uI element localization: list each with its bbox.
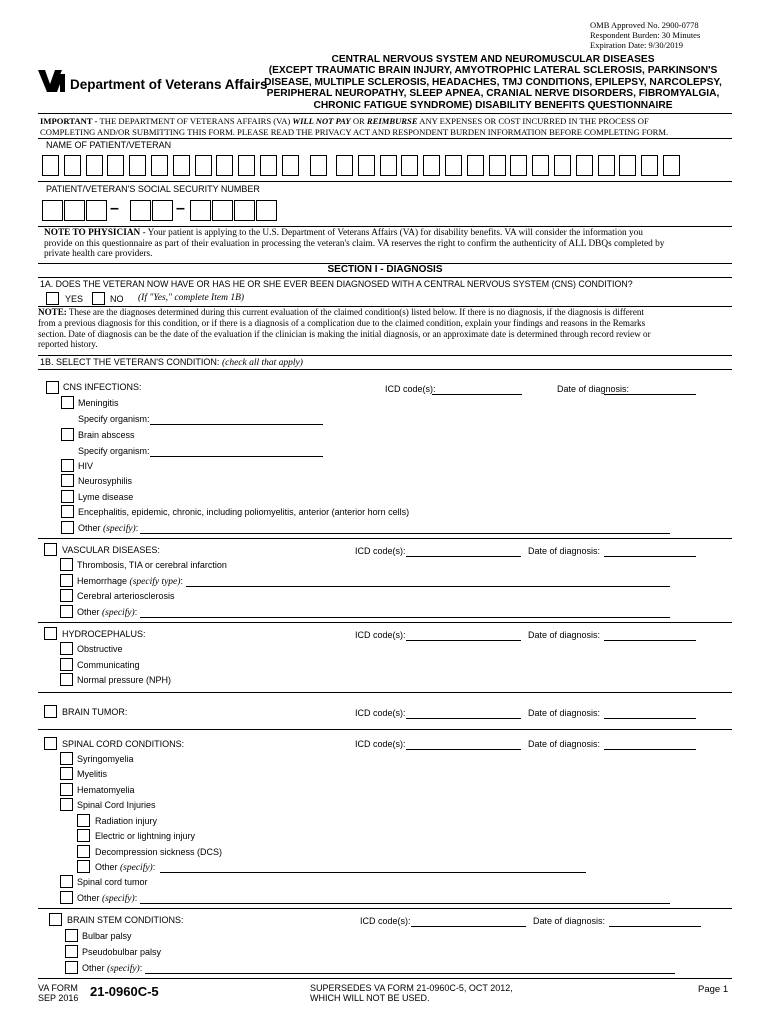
divider bbox=[38, 692, 732, 693]
nph-checkbox[interactable] bbox=[60, 673, 73, 686]
icd-input[interactable] bbox=[411, 926, 526, 927]
other-label bbox=[77, 893, 137, 904]
radiation-label: Radiation injury bbox=[95, 816, 158, 826]
name-letter-box[interactable] bbox=[310, 155, 327, 176]
omb-info bbox=[590, 20, 700, 50]
cerebral-checkbox[interactable] bbox=[60, 589, 73, 602]
hiv-label: HIV bbox=[78, 461, 94, 471]
other-input[interactable] bbox=[140, 617, 670, 618]
name-letter-box[interactable] bbox=[151, 155, 168, 176]
title-line-4: PERIPHERAL NEUROPATHY, SLEEP APNEA, CRANIAL NERVE DISORDERS, FIBROMYALGIA, bbox=[266, 88, 720, 100]
date-label: Date of diagnosis: bbox=[528, 630, 601, 640]
myelitis-label: Myelitis bbox=[77, 769, 108, 779]
date-input[interactable] bbox=[604, 718, 696, 719]
ssn-digit-box[interactable] bbox=[256, 200, 277, 221]
ssn-digit-box[interactable] bbox=[86, 200, 107, 221]
question-1b-hint: (check all that apply) bbox=[221, 358, 303, 368]
no-checkbox[interactable] bbox=[92, 292, 105, 305]
divider bbox=[38, 113, 732, 114]
syringomyelia-checkbox[interactable] bbox=[60, 752, 73, 765]
thrombosis-label: Thrombosis, TIA or cerebral infarction bbox=[77, 560, 227, 570]
brain-stem-label: BRAIN STEM CONDITIONS: bbox=[67, 915, 184, 925]
name-letter-box[interactable] bbox=[467, 155, 484, 176]
divider bbox=[38, 622, 732, 623]
brainstem-other-checkbox[interactable] bbox=[65, 961, 78, 974]
icd-input[interactable] bbox=[406, 749, 521, 750]
important-line-2: COMPLETING AND/OR SUBMITTING THIS FORM. PLEASE READ THE PRIVACY ACT AND RESPONDENT BURDEN INFORMATION BEFORE COMPLETING FORM. bbox=[40, 126, 669, 137]
note-line-2: from a previous diagnosis for this condition, or if there is a diagnosis of a complication due to the claimed condition, explain your findings and reasons in the Remarks bbox=[38, 317, 646, 328]
specify-organism-label: Specify organism: bbox=[78, 446, 150, 456]
icd-label: ICD code(s): bbox=[355, 630, 406, 640]
note-line-3: section. Date of diagnosis can be the date of the evaluation if the clinician is making the initial diagnosis, or an approximate date is determined through record review or bbox=[38, 328, 651, 339]
note-label: NOTE: bbox=[38, 307, 67, 317]
icd-input[interactable] bbox=[406, 556, 521, 557]
note-physician-label: NOTE TO PHYSICIAN bbox=[44, 228, 141, 238]
icd-input[interactable] bbox=[406, 718, 521, 719]
name-letter-box[interactable] bbox=[619, 155, 636, 176]
note-physician-line-1: - Your patient is applying to the U.S. Department of Veterans Affairs (VA) for disability benefits. VA will consider the information you bbox=[140, 228, 643, 238]
spinal-injuries-checkbox[interactable] bbox=[60, 798, 73, 811]
name-letter-box[interactable] bbox=[216, 155, 233, 176]
other-input[interactable] bbox=[140, 903, 670, 904]
name-letter-box[interactable] bbox=[489, 155, 506, 176]
colon: : bbox=[180, 576, 183, 586]
specify-text: (specify) bbox=[103, 524, 136, 534]
lyme-checkbox[interactable] bbox=[61, 490, 74, 503]
ssn-digit-box[interactable] bbox=[234, 200, 255, 221]
electric-checkbox[interactable] bbox=[77, 829, 90, 842]
form-number: 21-0960C-5 bbox=[90, 984, 159, 999]
lyme-label: Lyme disease bbox=[78, 492, 134, 502]
note-physician-line-3: private health care providers. bbox=[44, 249, 153, 259]
organism-input[interactable] bbox=[150, 456, 323, 457]
spinal-injuries-label: Spinal Cord Injuries bbox=[77, 800, 156, 810]
section-title: SECTION I - DIAGNOSIS bbox=[327, 264, 443, 275]
obstructive-checkbox[interactable] bbox=[60, 642, 73, 655]
reimburse: REIMBURSE bbox=[366, 116, 418, 126]
radiation-checkbox[interactable] bbox=[77, 814, 90, 827]
hematomyelia-label: Hematomyelia bbox=[77, 785, 135, 795]
electric-label: Electric or lightning injury bbox=[95, 831, 196, 841]
expiration-date: Expiration Date: 9/30/2019 bbox=[590, 40, 684, 50]
ssn-dash: – bbox=[110, 200, 119, 217]
icd-label: ICD code(s): bbox=[355, 708, 406, 718]
divider bbox=[38, 181, 732, 182]
divider bbox=[38, 729, 732, 730]
spinal-tumor-label: Spinal cord tumor bbox=[77, 877, 148, 887]
bulbar-checkbox[interactable] bbox=[65, 929, 78, 942]
hematomyelia-checkbox[interactable] bbox=[60, 783, 73, 796]
title-line-3: DISEASE, MULTIPLE SCLEROSIS, HEADACHES, TMJ CONDITIONS, EPILEPSY, NARCOLEPSY, bbox=[264, 76, 722, 88]
date-input[interactable] bbox=[604, 640, 696, 641]
supersedes-notice bbox=[310, 983, 513, 1003]
ssn-dash: – bbox=[176, 200, 185, 217]
supersedes-line-2: WHICH WILL NOT BE USED. bbox=[310, 993, 430, 1003]
important-label: IMPORTANT - bbox=[40, 116, 100, 126]
note-line-1: These are the diagnoses determined during this current evaluation of the claimed condition(s) listed below. If there is no diagnosis, if the diagnosis is different bbox=[66, 307, 644, 317]
pseudobulbar-label: Pseudobulbar palsy bbox=[82, 947, 162, 957]
name-letter-box[interactable] bbox=[282, 155, 299, 176]
important-text: THE DEPARTMENT OF VETERANS AFFAIRS (VA) bbox=[99, 116, 293, 126]
icd-input[interactable] bbox=[406, 640, 521, 641]
colon: : bbox=[135, 523, 139, 533]
date-label: Date of diagnosis: bbox=[557, 384, 630, 394]
specify-text: (specify) bbox=[107, 964, 140, 974]
ssn-label: PATIENT/VETERAN'S SOCIAL SECURITY NUMBER bbox=[46, 184, 260, 194]
name-letter-box[interactable] bbox=[423, 155, 440, 176]
other-input[interactable] bbox=[160, 872, 586, 873]
date-label: Date of diagnosis: bbox=[533, 916, 606, 926]
hiv-checkbox[interactable] bbox=[61, 459, 74, 472]
other-label bbox=[82, 963, 142, 974]
name-letter-box[interactable] bbox=[380, 155, 397, 176]
other-label bbox=[95, 862, 155, 873]
divider bbox=[38, 138, 732, 139]
vascular-checkbox[interactable] bbox=[44, 543, 57, 556]
cns-infections-label: CNS INFECTIONS: bbox=[63, 382, 142, 392]
name-letter-box[interactable] bbox=[260, 155, 277, 176]
pseudobulbar-checkbox[interactable] bbox=[65, 945, 78, 958]
thrombosis-checkbox[interactable] bbox=[60, 558, 73, 571]
ssn-digit-box[interactable] bbox=[64, 200, 85, 221]
divider bbox=[38, 277, 732, 278]
name-letter-box[interactable] bbox=[445, 155, 462, 176]
name-label: NAME OF PATIENT/VETERAN bbox=[46, 140, 172, 150]
organism-input[interactable] bbox=[150, 424, 323, 425]
question-1b-text: 1B. SELECT THE VETERAN'S CONDITION: bbox=[40, 357, 222, 367]
name-letter-box[interactable] bbox=[336, 155, 353, 176]
other-text: Other bbox=[95, 862, 121, 872]
agency-name: Department of Veterans Affairs bbox=[70, 77, 268, 92]
name-letter-box[interactable] bbox=[86, 155, 103, 176]
nph-label: Normal pressure (NPH) bbox=[77, 675, 172, 685]
will-not-pay: WILL NOT PAY bbox=[292, 116, 351, 126]
icd-label: ICD code(s): bbox=[385, 384, 436, 394]
specify-type-text: (specify type) bbox=[129, 577, 181, 587]
name-letter-box[interactable] bbox=[238, 155, 255, 176]
icd-label: ICD code(s): bbox=[355, 739, 406, 749]
brain-abscess-checkbox[interactable] bbox=[61, 428, 74, 441]
va-form-label: VA FORM bbox=[38, 983, 78, 993]
brain-tumor-label: BRAIN TUMOR: bbox=[62, 707, 128, 717]
ssn-digit-box[interactable] bbox=[42, 200, 63, 221]
important-or: OR bbox=[350, 116, 367, 126]
name-letter-box[interactable] bbox=[173, 155, 190, 176]
other-text: Other bbox=[77, 893, 103, 903]
date-input[interactable] bbox=[604, 394, 696, 395]
form-date: SEP 2016 bbox=[38, 993, 79, 1003]
ssn-field[interactable] bbox=[42, 200, 292, 222]
spinal-cord-label: SPINAL CORD CONDITIONS: bbox=[62, 739, 185, 749]
other-text: Other bbox=[77, 607, 103, 617]
colon: : bbox=[134, 893, 138, 903]
other-label bbox=[78, 523, 138, 534]
date-label: Date of diagnosis: bbox=[528, 546, 601, 556]
icd-label: ICD code(s): bbox=[355, 546, 406, 556]
date-input[interactable] bbox=[604, 556, 696, 557]
hemorrhage-checkbox[interactable] bbox=[60, 574, 73, 587]
obstructive-label: Obstructive bbox=[77, 644, 123, 654]
communicating-label: Communicating bbox=[77, 660, 140, 670]
important-text-2: ANY EXPENSES OR COST INCURRED IN THE PROCESS OF bbox=[417, 116, 649, 126]
footer-form-label bbox=[38, 983, 78, 1003]
note-line-4: reported history. bbox=[38, 339, 98, 350]
divider bbox=[38, 908, 732, 909]
encephalitis-checkbox[interactable] bbox=[61, 505, 74, 518]
yes-checkbox[interactable] bbox=[46, 292, 59, 305]
question-1b bbox=[40, 357, 303, 368]
specify-text: (specify) bbox=[120, 863, 153, 873]
colon: : bbox=[139, 963, 143, 973]
icd-label: ICD code(s): bbox=[360, 916, 411, 926]
date-input[interactable] bbox=[609, 926, 701, 927]
important-notice bbox=[40, 116, 730, 137]
no-label: NO bbox=[110, 294, 124, 304]
meningitis-label: Meningitis bbox=[78, 398, 119, 408]
name-field[interactable] bbox=[42, 155, 732, 177]
cns-other-checkbox[interactable] bbox=[61, 521, 74, 534]
sci-other-checkbox[interactable] bbox=[77, 860, 90, 873]
date-label: Date of diagnosis: bbox=[528, 708, 601, 718]
divider bbox=[38, 369, 732, 370]
name-letter-box[interactable] bbox=[129, 155, 146, 176]
title-line-5: CHRONIC FATIGUE SYNDROME) DISABILITY BENEFITS QUESTIONNAIRE bbox=[313, 99, 673, 111]
communicating-checkbox[interactable] bbox=[60, 658, 73, 671]
name-letter-box[interactable] bbox=[576, 155, 593, 176]
dcs-checkbox[interactable] bbox=[77, 845, 90, 858]
respondent-burden: Respondent Burden: 30 Minutes bbox=[590, 30, 701, 40]
specify-text: (specify) bbox=[102, 608, 135, 618]
yes-label: YES bbox=[65, 294, 84, 304]
date-label: Date of diagnosis: bbox=[528, 739, 601, 749]
icd-input[interactable] bbox=[432, 394, 522, 395]
hemorrhage-text: Hemorrhage bbox=[77, 576, 130, 586]
note-to-physician bbox=[44, 228, 734, 260]
spinal-cord-checkbox[interactable] bbox=[44, 737, 57, 750]
name-letter-box[interactable] bbox=[358, 155, 375, 176]
colon: : bbox=[152, 862, 156, 872]
spinal-tumor-checkbox[interactable] bbox=[60, 875, 73, 888]
form-title bbox=[258, 54, 728, 111]
if-yes-hint: (If "Yes," complete Item 1B) bbox=[138, 293, 245, 303]
meningitis-checkbox[interactable] bbox=[61, 396, 74, 409]
name-letter-box[interactable] bbox=[663, 155, 680, 176]
syringomyelia-label: Syringomyelia bbox=[77, 754, 134, 764]
page-number: Page 1 bbox=[698, 984, 729, 995]
other-label bbox=[77, 607, 137, 618]
title-line-1: CENTRAL NERVOUS SYSTEM AND NEUROMUSCULAR DISEASES bbox=[331, 54, 655, 65]
divider bbox=[38, 978, 732, 979]
hemorrhage-label bbox=[77, 576, 183, 587]
name-letter-box[interactable] bbox=[598, 155, 615, 176]
name-letter-box[interactable] bbox=[401, 155, 418, 176]
brain-stem-checkbox[interactable] bbox=[49, 913, 62, 926]
hemorrhage-input[interactable] bbox=[186, 586, 670, 587]
other-text: Other bbox=[78, 523, 104, 533]
other-input[interactable] bbox=[140, 533, 670, 534]
ssn-digit-box[interactable] bbox=[152, 200, 173, 221]
name-letter-box[interactable] bbox=[64, 155, 81, 176]
other-input[interactable] bbox=[145, 973, 675, 974]
vascular-label: VASCULAR DISEASES: bbox=[62, 545, 160, 555]
name-letter-box[interactable] bbox=[641, 155, 658, 176]
bulbar-label: Bulbar palsy bbox=[82, 931, 132, 941]
divider bbox=[38, 538, 732, 539]
specify-organism-label: Specify organism: bbox=[78, 414, 150, 424]
question-1a: 1A. DOES THE VETERAN NOW HAVE OR HAS HE OR SHE EVER BEEN DIAGNOSED WITH A CENTRAL NERVOUS SYSTEM (CNS) CONDITION? bbox=[40, 279, 633, 289]
name-letter-box[interactable] bbox=[195, 155, 212, 176]
omb-number: OMB Approved No. 2900-0778 bbox=[590, 20, 699, 30]
hydrocephalus-checkbox[interactable] bbox=[44, 627, 57, 640]
colon: : bbox=[134, 607, 138, 617]
brain-abscess-label: Brain abscess bbox=[78, 430, 135, 440]
date-input[interactable] bbox=[604, 749, 696, 750]
va-logo bbox=[38, 70, 66, 92]
diagnosis-note bbox=[38, 307, 732, 350]
divider bbox=[38, 226, 732, 227]
ssn-digit-box[interactable] bbox=[212, 200, 233, 221]
brain-tumor-checkbox[interactable] bbox=[44, 705, 57, 718]
spinal-other-checkbox[interactable] bbox=[60, 891, 73, 904]
vascular-other-checkbox[interactable] bbox=[60, 605, 73, 618]
myelitis-checkbox[interactable] bbox=[60, 767, 73, 780]
other-text: Other bbox=[82, 963, 108, 973]
cns-infections-checkbox[interactable] bbox=[46, 381, 59, 394]
name-letter-box[interactable] bbox=[42, 155, 59, 176]
ssn-digit-box[interactable] bbox=[190, 200, 211, 221]
name-letter-box[interactable] bbox=[510, 155, 527, 176]
neurosyphilis-checkbox[interactable] bbox=[61, 474, 74, 487]
specify-text: (specify) bbox=[102, 894, 135, 904]
ssn-digit-box[interactable] bbox=[130, 200, 151, 221]
hydrocephalus-label: HYDROCEPHALUS: bbox=[62, 629, 146, 639]
neurosyphilis-label: Neurosyphilis bbox=[78, 476, 133, 486]
encephalitis-label: Encephalitis, epidemic, chronic, including poliomyelitis, anterior (anterior horn cells) bbox=[78, 507, 410, 517]
name-letter-box[interactable] bbox=[554, 155, 571, 176]
title-line-2: (EXCEPT TRAUMATIC BRAIN INJURY, AMYOTROPHIC LATERAL SCLEROSIS, PARKINSON'S bbox=[268, 65, 718, 77]
va-seal-icon bbox=[38, 70, 66, 92]
divider bbox=[38, 355, 732, 356]
name-letter-box[interactable] bbox=[107, 155, 124, 176]
cerebral-label: Cerebral arteriosclerosis bbox=[77, 591, 175, 601]
supersedes-line-1: SUPERSEDES VA FORM 21-0960C-5, OCT 2012, bbox=[310, 983, 513, 993]
dcs-label: Decompression sickness (DCS) bbox=[95, 847, 223, 857]
name-letter-box[interactable] bbox=[532, 155, 549, 176]
note-physician-line-2: provide on this questionnaire as part of their evaluation in processing the veteran's claim. VA reserves the right to confirm the authenticity of ALL DBQs completed by bbox=[44, 238, 665, 249]
